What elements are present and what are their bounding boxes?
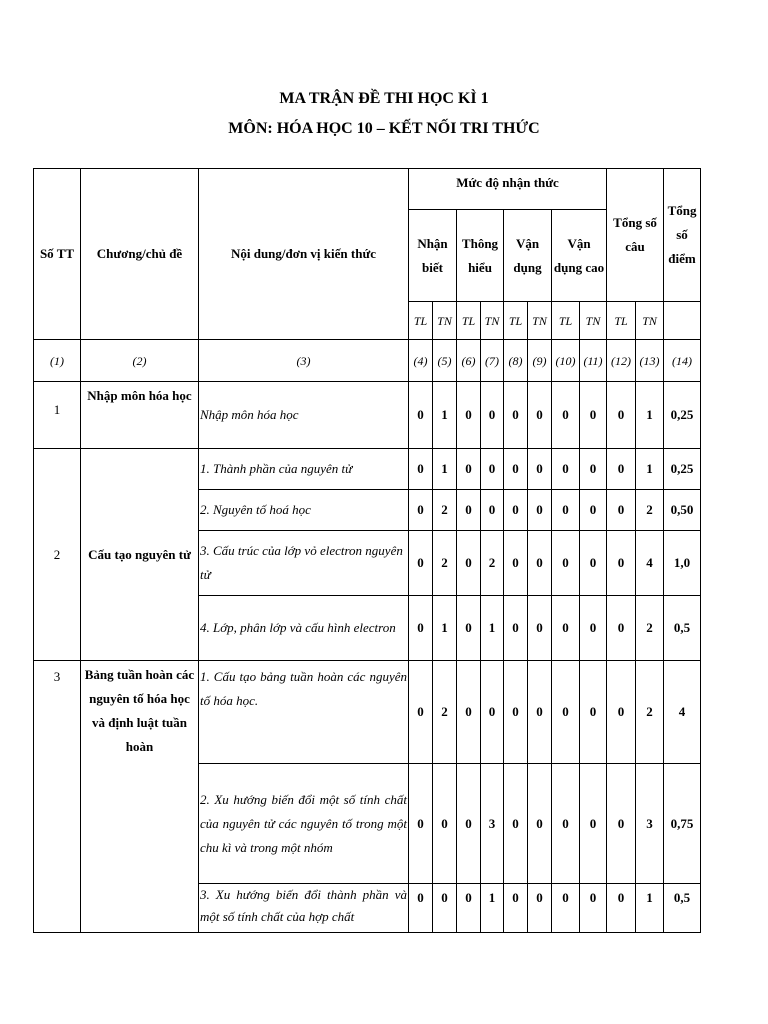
value-cell: 0 xyxy=(552,449,580,490)
col-number: (14) xyxy=(664,340,701,382)
value-cell: 0 xyxy=(409,661,433,764)
sub-header: TN xyxy=(433,302,457,340)
value-cell: 0 xyxy=(457,764,481,884)
header-level-2: Thông hiểu xyxy=(457,210,504,302)
value-cell: 1 xyxy=(636,449,664,490)
value-cell: 0 xyxy=(409,382,433,449)
row-chapter: Bảng tuần hoàn các nguyên tố hóa học và định luật tuần hoàn xyxy=(81,661,199,933)
score-cell: 0,5 xyxy=(664,596,701,661)
value-cell: 2 xyxy=(433,661,457,764)
value-cell: 0 xyxy=(433,884,457,933)
value-cell: 1 xyxy=(433,382,457,449)
row-content: Nhập môn hóa học xyxy=(199,382,409,449)
value-cell: 0 xyxy=(504,764,528,884)
value-cell: 0 xyxy=(528,490,552,531)
col-number: (7) xyxy=(481,340,504,382)
value-cell: 0 xyxy=(528,382,552,449)
value-cell: 2 xyxy=(636,596,664,661)
row-stt: 3 xyxy=(34,661,81,933)
value-cell: 0 xyxy=(580,596,607,661)
col-number: (9) xyxy=(528,340,552,382)
value-cell: 0 xyxy=(457,884,481,933)
score-cell: 0,50 xyxy=(664,490,701,531)
value-cell: 0 xyxy=(528,596,552,661)
value-cell: 0 xyxy=(607,449,636,490)
value-cell: 0 xyxy=(552,764,580,884)
sub-header: TL xyxy=(409,302,433,340)
value-cell: 1 xyxy=(433,449,457,490)
value-cell: 0 xyxy=(552,884,580,933)
row-chapter: Cấu tạo nguyên tử xyxy=(81,449,199,661)
value-cell: 1 xyxy=(481,596,504,661)
col-number: (6) xyxy=(457,340,481,382)
page-title: MA TRẬN ĐỀ THI HỌC KÌ 1 xyxy=(279,90,489,107)
value-cell: 0 xyxy=(580,449,607,490)
row-content: 1. Thành phần của nguyên tử xyxy=(199,449,409,490)
value-cell: 0 xyxy=(580,531,607,596)
value-cell: 0 xyxy=(607,884,636,933)
value-cell: 3 xyxy=(636,764,664,884)
matrix-table xyxy=(33,168,701,933)
score-cell: 0,25 xyxy=(664,382,701,449)
value-cell: 0 xyxy=(457,596,481,661)
value-cell: 0 xyxy=(409,764,433,884)
value-cell: 0 xyxy=(504,661,528,764)
value-cell: 0 xyxy=(607,661,636,764)
sub-header: TL xyxy=(607,302,636,340)
value-cell: 0 xyxy=(409,884,433,933)
header-total-score: Tổng số điểm xyxy=(664,169,701,302)
empty-cell xyxy=(664,302,701,340)
col-number: (13) xyxy=(636,340,664,382)
col-number: (10) xyxy=(552,340,580,382)
header-level-1: Nhận biết xyxy=(409,210,457,302)
value-cell: 0 xyxy=(457,490,481,531)
value-cell: 0 xyxy=(504,596,528,661)
value-cell: 1 xyxy=(433,596,457,661)
value-cell: 0 xyxy=(504,490,528,531)
col-number: (8) xyxy=(504,340,528,382)
col-number: (4) xyxy=(409,340,433,382)
value-cell: 0 xyxy=(607,382,636,449)
value-cell: 0 xyxy=(607,531,636,596)
value-cell: 0 xyxy=(409,531,433,596)
value-cell: 0 xyxy=(607,764,636,884)
header-chapter: Chương/chủ đề xyxy=(81,169,199,340)
value-cell: 0 xyxy=(580,382,607,449)
header-level-4: Vận dụng cao xyxy=(552,210,607,302)
value-cell: 0 xyxy=(580,884,607,933)
value-cell: 0 xyxy=(409,490,433,531)
value-cell: 0 xyxy=(528,661,552,764)
header-content: Nội dung/đơn vị kiến thức xyxy=(199,169,409,340)
sub-header: TN xyxy=(528,302,552,340)
value-cell: 1 xyxy=(636,382,664,449)
value-cell: 0 xyxy=(457,531,481,596)
header-total-questions: Tổng số câu xyxy=(607,169,664,302)
value-cell: 0 xyxy=(552,531,580,596)
value-cell: 0 xyxy=(504,531,528,596)
value-cell: 0 xyxy=(528,531,552,596)
sub-header: TN xyxy=(481,302,504,340)
sub-header: TL xyxy=(552,302,580,340)
value-cell: 2 xyxy=(636,490,664,531)
value-cell: 2 xyxy=(481,531,504,596)
value-cell: 0 xyxy=(552,382,580,449)
sub-header: TN xyxy=(636,302,664,340)
value-cell: 0 xyxy=(457,382,481,449)
value-cell: 0 xyxy=(504,382,528,449)
sub-header: TL xyxy=(504,302,528,340)
header-level-group: Mức độ nhận thức xyxy=(409,169,607,210)
row-content: 2. Nguyên tố hoá học xyxy=(199,490,409,531)
value-cell: 0 xyxy=(580,661,607,764)
page-subtitle: MÔN: HÓA HỌC 10 – KẾT NỐI TRI THỨC xyxy=(228,120,540,137)
row-content: 4. Lớp, phân lớp và cấu hình electron xyxy=(199,596,409,661)
header-level-3: Vận dụng xyxy=(504,210,552,302)
row-content: 3. Cấu trúc của lớp vỏ electron nguyên tử xyxy=(199,531,409,596)
col-number: (5) xyxy=(433,340,457,382)
value-cell: 3 xyxy=(481,764,504,884)
value-cell: 0 xyxy=(580,764,607,884)
row-content: 2. Xu hướng biến đổi một số tính chất của nguyên tử các nguyên tố trong một chu kì và trong một nhóm xyxy=(199,764,409,884)
value-cell: 0 xyxy=(552,661,580,764)
value-cell: 0 xyxy=(504,449,528,490)
value-cell: 0 xyxy=(457,661,481,764)
value-cell: 0 xyxy=(607,596,636,661)
value-cell: 0 xyxy=(528,884,552,933)
value-cell: 0 xyxy=(528,764,552,884)
col-number: (12) xyxy=(607,340,636,382)
value-cell: 0 xyxy=(528,449,552,490)
value-cell: 0 xyxy=(481,382,504,449)
value-cell: 0 xyxy=(433,764,457,884)
sub-header: TN xyxy=(580,302,607,340)
value-cell: 2 xyxy=(636,661,664,764)
col-number: (1) xyxy=(34,340,81,382)
value-cell: 0 xyxy=(409,449,433,490)
value-cell: 1 xyxy=(481,884,504,933)
col-number: (3) xyxy=(199,340,409,382)
value-cell: 2 xyxy=(433,490,457,531)
col-number: (2) xyxy=(81,340,199,382)
value-cell: 4 xyxy=(636,531,664,596)
score-cell: 0,5 xyxy=(664,884,701,933)
value-cell: 0 xyxy=(457,449,481,490)
row-stt: 2 xyxy=(34,449,81,661)
value-cell: 2 xyxy=(433,531,457,596)
value-cell: 0 xyxy=(481,661,504,764)
row-chapter: Nhập môn hóa học xyxy=(81,382,199,449)
score-cell: 4 xyxy=(664,661,701,764)
row-content: 1. Cấu tạo bảng tuần hoàn các nguyên tố hóa học. xyxy=(199,661,409,764)
col-number: (11) xyxy=(580,340,607,382)
header-stt: Số TT xyxy=(34,169,81,340)
value-cell: 0 xyxy=(481,490,504,531)
value-cell: 0 xyxy=(409,596,433,661)
score-cell: 1,0 xyxy=(664,531,701,596)
sub-header: TL xyxy=(457,302,481,340)
value-cell: 0 xyxy=(580,490,607,531)
value-cell: 0 xyxy=(504,884,528,933)
row-stt: 1 xyxy=(34,382,81,449)
value-cell: 0 xyxy=(607,490,636,531)
value-cell: 1 xyxy=(636,884,664,933)
row-content: 3. Xu hướng biến đổi thành phần và một số tính chất của hợp chất xyxy=(199,884,409,933)
value-cell: 0 xyxy=(552,596,580,661)
score-cell: 0,25 xyxy=(664,449,701,490)
value-cell: 0 xyxy=(481,449,504,490)
value-cell: 0 xyxy=(552,490,580,531)
score-cell: 0,75 xyxy=(664,764,701,884)
